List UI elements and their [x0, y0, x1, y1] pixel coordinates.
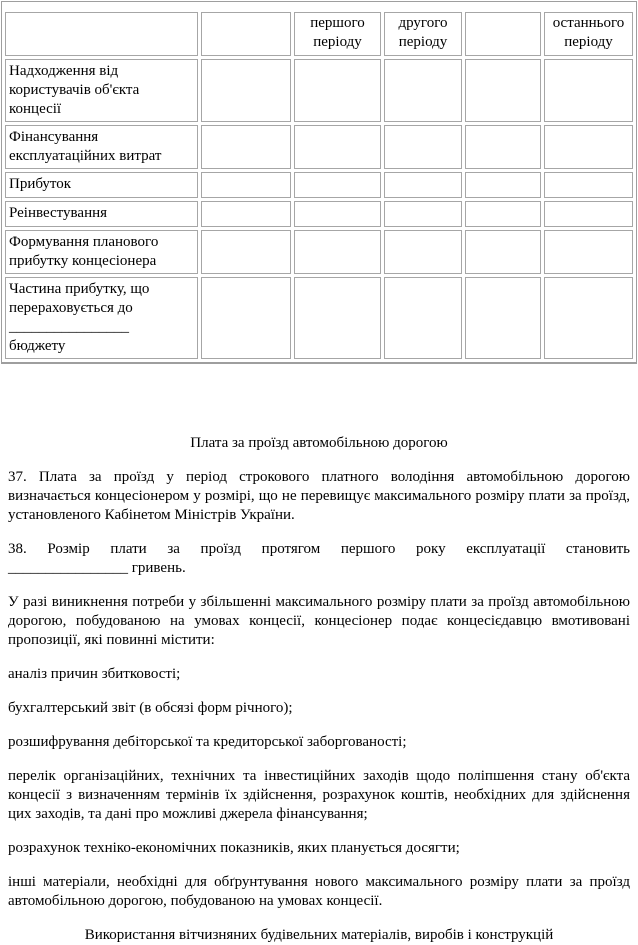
list-item: аналіз причин збитковості; [8, 666, 181, 682]
row-label-text: Частина прибутку, що перераховується до [9, 281, 150, 316]
table-cell-empty [465, 230, 541, 274]
table-cell-empty [201, 125, 291, 169]
row-label-cell: Прибуток [5, 172, 198, 198]
table-cell-empty [465, 59, 541, 122]
list-item: розшифрування дебіторської та кредиторської заборгованості; [8, 734, 407, 750]
table-cell-empty [384, 125, 462, 169]
table-row [5, 172, 633, 198]
table-cell-empty [544, 172, 633, 198]
list-item: бухгалтерський звіт (в обсязі форм річного); [8, 700, 293, 716]
header-cell-second-period: другого періоду [384, 12, 462, 56]
table-header-row [5, 12, 633, 56]
row-label-cell: Формування планового прибутку концесіонера [5, 230, 198, 274]
table-cell-empty [294, 230, 381, 274]
document-page [0, 1, 638, 945]
row-label-cell: Надходження від користувачів об'єкта концесії [5, 59, 198, 122]
table-cell-empty [294, 172, 381, 198]
table-cell-empty [544, 230, 633, 274]
table-cell-empty [201, 230, 291, 274]
periods-table [2, 9, 636, 362]
row-label-cell [5, 277, 198, 359]
table-row [5, 230, 633, 274]
table-cell-empty [384, 277, 462, 359]
table-row [5, 277, 633, 359]
table-cell-empty [384, 59, 462, 122]
table-row [5, 125, 633, 169]
header-cell-last-period: останнього періоду [544, 12, 633, 56]
blank-line: ________________ [9, 319, 129, 335]
list-item: розрахунок техніко-економічних показників, яких планується досягти; [8, 840, 460, 856]
header-cell-empty-1 [5, 12, 198, 56]
table-cell-empty [465, 172, 541, 198]
paragraph-37: 37. Плата за проїзд у період строкового платного володіння автомобільною дорогою визначається концесіонером у розмірі, що не перевищує максимального розміру плати за проїзд, установленого Кабінетом Міністрів України. [8, 469, 630, 523]
table-cell-empty [294, 201, 381, 227]
row-label-suffix: бюджету [9, 338, 66, 354]
list-item: перелік організаційних, технічних та інвестиційних заходів щодо поліпшення стану об'єкта концесії з визначенням термінів їх здійснення, розрахунок коштів, необхідних для здійснення цих заходів, та дані про можливі джерела фінансування; [8, 768, 630, 822]
table-cell-empty [544, 277, 633, 359]
blank-line: ________________ [8, 560, 128, 576]
paragraph-proposals-intro: У разі виникнення потреби у збільшенні максимального розміру плати за проїзд автомобільною дорогою, побудованою на умовах концесії, концесіонер подає концесієдавцю вмотивовані пропозиції, які повинні містити: [8, 594, 630, 648]
table-cell-empty [384, 230, 462, 274]
table-cell-empty [465, 201, 541, 227]
table-cell-empty [384, 201, 462, 227]
header-cell-empty-2 [201, 12, 291, 56]
table-cell-empty [294, 125, 381, 169]
table-cell-empty [544, 201, 633, 227]
table-cell-empty [201, 277, 291, 359]
table-cell-empty [201, 59, 291, 122]
table-cell-empty [544, 125, 633, 169]
table-cell-empty [201, 201, 291, 227]
paragraph-38-line1: 38. Розмір плати за проїзд протягом першого року експлуатації становить [8, 541, 630, 557]
table-cell-empty [384, 172, 462, 198]
table-row [5, 59, 633, 122]
header-cell-empty-3 [465, 12, 541, 56]
table-cell-empty [465, 125, 541, 169]
footer-heading: Використання вітчизняних будівельних матеріалів, виробів і конструкцій [84, 927, 554, 943]
paragraph-38-suffix: гривень. [131, 560, 186, 576]
table-cell-empty [294, 277, 381, 359]
table-cell-empty [294, 59, 381, 122]
table-cell-empty [465, 277, 541, 359]
table-cell-empty [544, 59, 633, 122]
list-item: інші матеріали, необхідні для обґрунтування нового максимального розміру плати за проїзд автомобільною дорогою, побудованою на умовах концесії. [8, 874, 630, 909]
header-cell-first-period: першого періоду [294, 12, 381, 56]
row-label-cell: Фінансування експлуатаційних витрат [5, 125, 198, 169]
paragraph-38 [8, 540, 630, 578]
table-row [5, 201, 633, 227]
row-label-cell: Реінвестування [5, 201, 198, 227]
document-body [0, 434, 638, 945]
section-title: Плата за проїзд автомобільною дорогою [190, 435, 448, 451]
table-cell-empty [201, 172, 291, 198]
financial-plan-table [1, 1, 637, 364]
